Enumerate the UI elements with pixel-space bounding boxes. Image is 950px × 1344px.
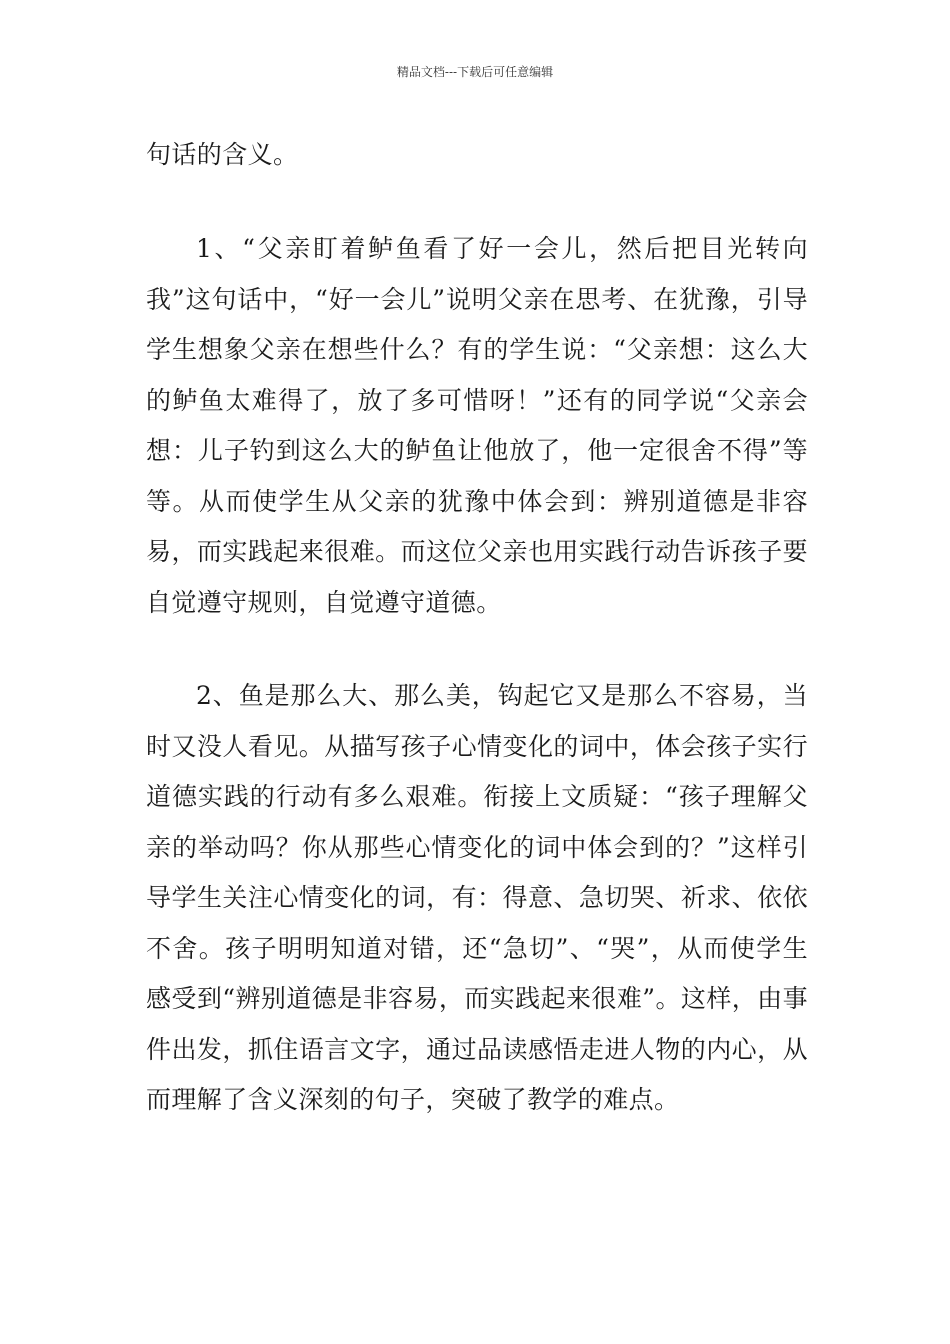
paragraph-continuation: 句话的含义。 (146, 140, 299, 169)
paragraph-point-1: 1、“父亲盯着鲈鱼看了好一会儿，然后把目光转向我”这句话中，“好一会儿”说明父亲在思考、在犹豫，引导学生想象父亲在想些什么？有的学生说：“父亲想：这么大的鲈鱼太难得了，放了多可惜呀！”还有的同学说“父亲会想：儿子钓到这么大的鲈鱼让他放了，他一定很舍不得”等等。从而使学生从父亲的犹豫中体会到：辨别道德是非容易，而实践起来很难。而这位父亲也用实践行动告诉孩子要自觉遵守规则，自觉遵守道德。 (146, 234, 808, 617)
page-header: 精品文档---下载后可任意编辑 (396, 65, 554, 79)
paragraph-point-2: 2、鱼是那么大、那么美，钩起它又是那么不容易，当时又没人看见。从描写孩子心情变化的词中，体会孩子实行道德实践的行动有多么艰难。衔接上文质疑：“孩子理解父亲的举动吗？你从那些心情变化的词中体会到的？”这样引导学生关注心情变化的词，有：得意、急切哭、祈求、依依不舍。孩子明明知道对错，还“急切”、“哭”，从而使学生感受到“辨别道德是非容易，而实践起来很难”。这样，由事件出发，抓住语言文字，通过品读感悟走进人物的内心，从而理解了含义深刻的句子，突破了教学的难点。 (146, 681, 808, 1114)
